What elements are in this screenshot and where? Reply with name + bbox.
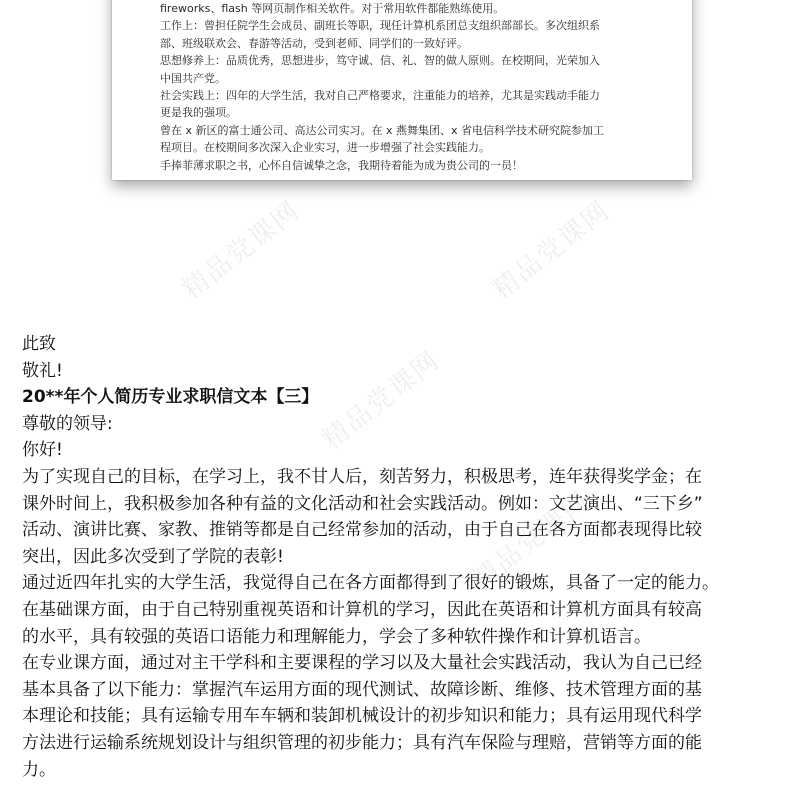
watermark: 精品党课网 <box>467 485 596 596</box>
card-line: 社会实践上：四年的大学生活，我对自己严格要求，注重能力的培养，尤其是实践动手能力 <box>160 89 600 103</box>
watermark: 精品党课网 <box>177 195 306 306</box>
paragraph-line: 的水平，具有较强的英语口语能力和理解能力，学会了多种软件操作和计算机语言。 <box>22 626 651 647</box>
card-line: fireworks、flash 等网页制作相关软件。对于常用软件都能熟练使用。 <box>160 2 505 15</box>
closing-line: 此致 <box>22 334 56 354</box>
paragraph-line: 基本具备了以下能力：掌握汽车运用方面的现代测试、故障诊断、维修、技术管理方面的基 <box>22 679 702 700</box>
card-line: 曾在 x 新区的富士通公司、高达公司实习。在 x 燕舞集团、x 省电信科学技术研究院参加工 <box>160 123 605 137</box>
card-line: 更是我的强项。 <box>160 106 237 120</box>
card-line: 中国共产党。 <box>160 71 226 85</box>
paragraph-line: 突出，因此多次受到了学院的表彰! <box>22 546 284 567</box>
salutation: 尊敬的领导: <box>22 413 113 434</box>
watermark: 精品党课网 <box>317 345 446 456</box>
greeting: 你好! <box>22 440 63 461</box>
paragraph-line: 在基础课方面，由于自己特别重视英语和计算机的学习，因此在英语和计算机方面具有较高 <box>22 599 702 620</box>
paragraph-line: 力。 <box>22 759 56 780</box>
paragraph-line: 活动、演讲比赛、家教、推销等都是自己经常参加的活动，由于自己在各方面都表现得比较 <box>22 520 702 541</box>
card-line: 工作上：曾担任院学生会成员、副班长等职，现任计算机系团总支组织部部长。多次组织系 <box>160 19 600 33</box>
resume-preview-card <box>112 0 692 180</box>
paragraph-line: 通过近四年扎实的大学生活，我觉得自己在各方面都得到了很好的锻炼，具备了一定的能力。 <box>22 573 719 594</box>
paragraph-line: 方法进行运输系统规划设计与组织管理的初步能力；具有汽车保险与理赔，营销等方面的能 <box>22 732 702 753</box>
paragraph-line: 在专业课方面，通过对主干学科和主要课程的学习以及大量社会实践活动，我认为自己已经 <box>22 653 702 674</box>
card-line: 思想修养上：品质优秀，思想进步，笃守诚、信、礼、智的做人原则。在校期间，光荣加入 <box>160 54 600 68</box>
section-heading: 20**年个人简历专业求职信文本【三】 <box>22 387 319 408</box>
card-line: 程项目。在校期间多次深入企业实习，进一步增强了社会实践能力。 <box>160 141 490 155</box>
paragraph-line: 本理论和技能；具有运输专用车车辆和装卸机械设计的初步知识和能力；具有运用现代科学 <box>22 706 702 727</box>
paragraph-line: 为了实现自己的目标，在学习上，我不甘人后，刻苦努力，积极思考，连年获得奖学金；在 <box>22 466 702 487</box>
letter-body <box>22 331 792 783</box>
closing-line: 敬礼! <box>22 360 63 381</box>
watermark: 精品党课网 <box>487 195 616 306</box>
paragraph-line: 课外时间上，我积极参加各种有益的文化活动和社会实践活动。例如：文艺演出、“三下乡” <box>22 493 703 514</box>
card-line: 手捧菲薄求职之书，心怀自信诚挚之念，我期待着能为成为贵公司的一员！ <box>160 158 523 172</box>
card-line: 部、班级联欢会、春游等活动，受到老师、同学们的一致好评。 <box>160 36 468 50</box>
